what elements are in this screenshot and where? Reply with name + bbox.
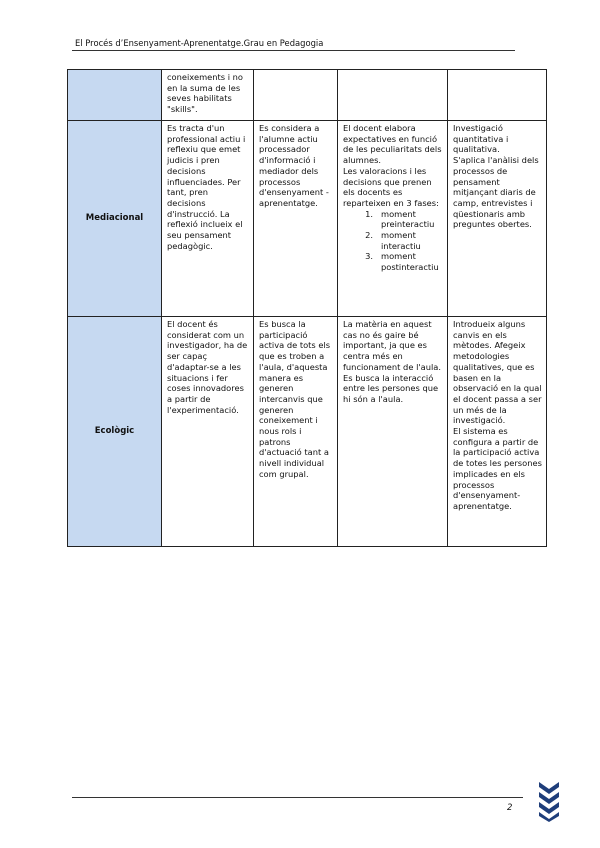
header-title: El Procés d’Ensenyament-Aprenentatge.Grau en Pedagogia (75, 38, 324, 48)
table-cell (448, 70, 547, 121)
table-cell: Introdueix alguns canvis en els mètodes. Afegeix metodologies qualitatives, que es basen en la observació en la qual el docent passa a ser un més de la investigació. El sistema es configura a partir de la participació activa de totes les persones implicades en els processos d'ensenyament-aprenentatge. (448, 317, 547, 547)
phase-list (343, 209, 443, 273)
chevron-stack-icon (538, 780, 560, 822)
footer-divider (72, 797, 523, 798)
row-label-ecologic: Ecològic (68, 317, 162, 547)
table-cell: El docent és considerat com un investigador, ha de ser capaç d'adaptar-se a les situacions i fer coses innovadores a partir de l'experimentació. (162, 317, 254, 547)
table-row-ecologic (68, 317, 547, 547)
table-cell (254, 70, 338, 121)
list-item: 1. moment preinteractiu (365, 208, 435, 230)
table-cell (338, 121, 448, 317)
phases-intro: El docent elabora expectatives en funció de les peculiaritats dels alumnes. Les valoracions i les decisions que prenen els docents es reparteixen en 3 fases: (343, 123, 442, 208)
table-row-continuation (68, 70, 547, 121)
page-number: 2 (507, 803, 513, 813)
table-cell: Es busca la participació activa de tots els que es troben a l'aula, d'aquesta manera es generen intercanvis que generen coneixement i nous rols i patrons d'actuació tant a nivell individual com grupal. (254, 317, 338, 547)
row-label (68, 70, 162, 121)
table-cell: Es considera a l'alumne actiu processador d'informació i mediador dels processos d'ensenyament -aprenentatge. (254, 121, 338, 317)
table-cell: Es tracta d'un professional actiu i reflexiu que emet judicis i pren decisions influenciades. Per tant, pren decisions d'instrucció. La reflexió inclueix el seu pensament pedagògic. (162, 121, 254, 317)
list-item: 3. moment postinteractiu (365, 251, 439, 273)
table-cell: Investigació quantitativa i qualitativa. S'aplica l'anàlisi dels processos de pensament mitjançant diaris de camp, entrevistes i qüestionaris amb preguntes obertes. (448, 121, 547, 317)
content-table (67, 69, 547, 547)
row-label-mediacional: Mediacional (68, 121, 162, 317)
table-cell: La matèria en aquest cas no és gaire bé important, ja que es centra més en funcionament de l'aula. Es busca la interacció entre les persones que hi són a l'aula. (338, 317, 448, 547)
table-cell: coneixements i no en la suma de les seves habilitats "skills". (162, 70, 254, 121)
table-row-mediacional (68, 121, 547, 317)
header-divider (72, 50, 515, 51)
list-item: 2. moment interactiu (365, 230, 421, 251)
table-cell (338, 70, 448, 121)
